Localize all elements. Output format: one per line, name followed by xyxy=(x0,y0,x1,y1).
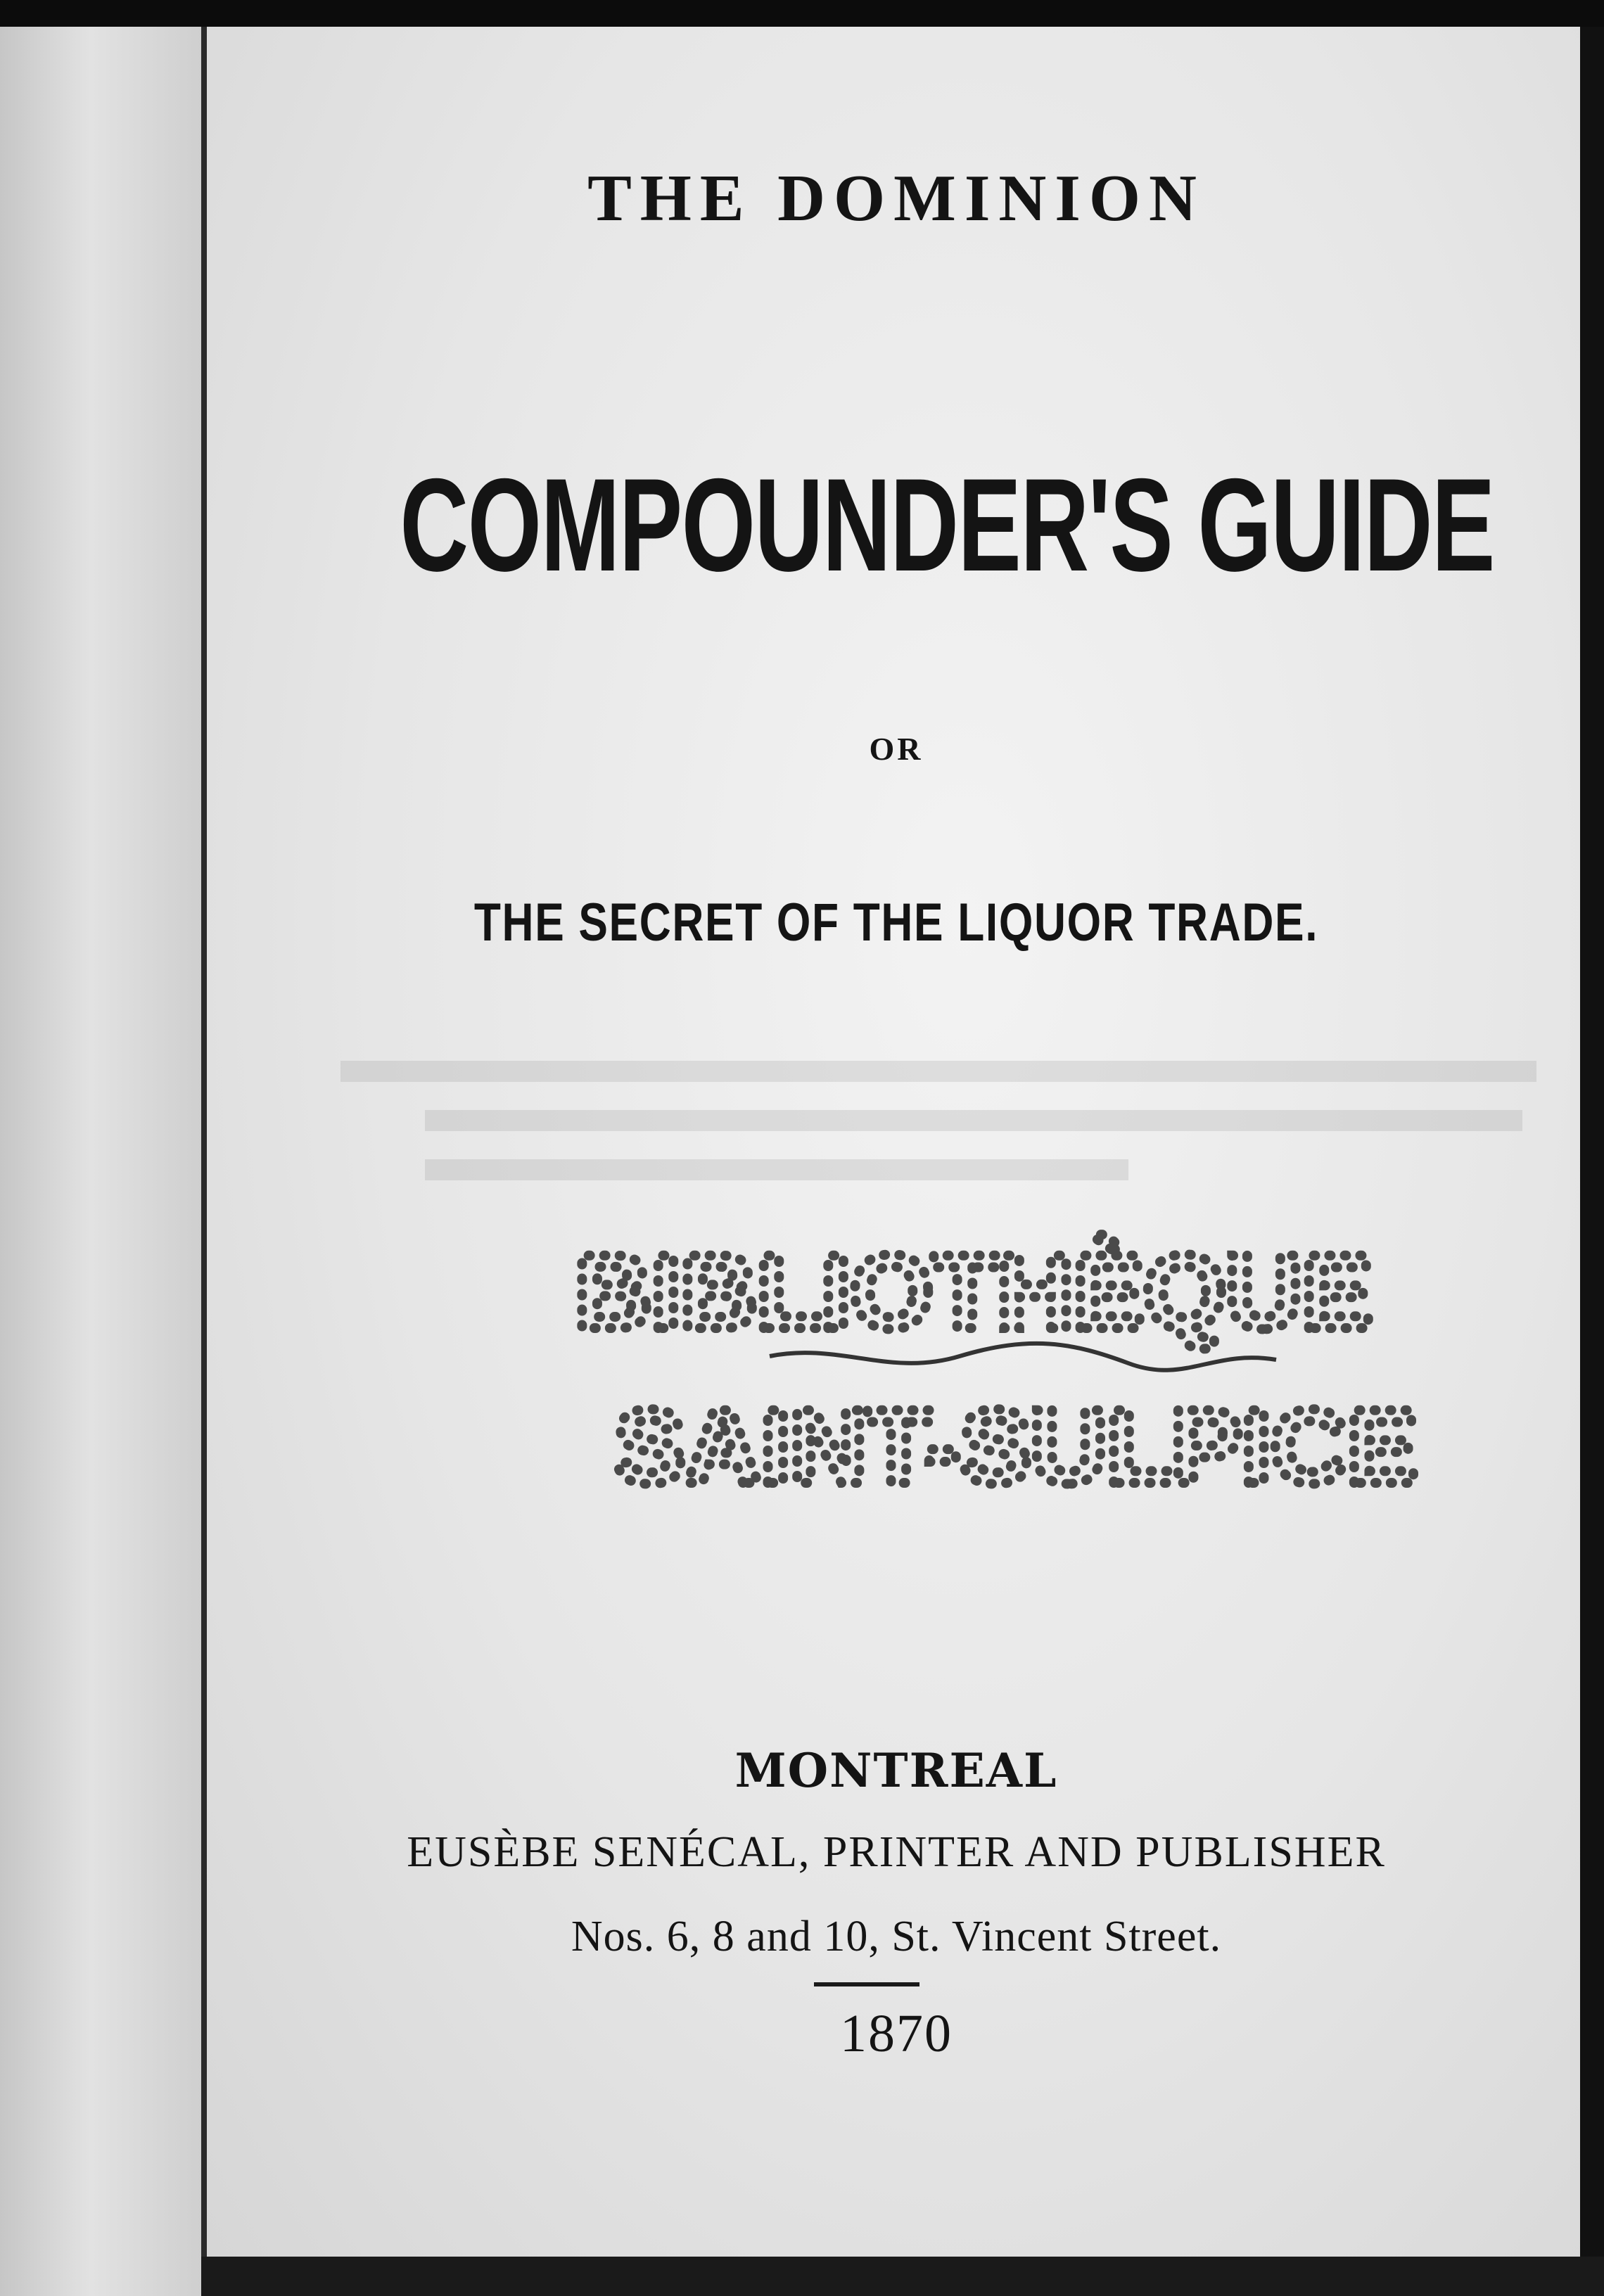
facing-page-edge xyxy=(0,27,201,2296)
scan-bottom-border xyxy=(201,2257,1604,2296)
main-title: COMPOUNDER'S GUIDE xyxy=(400,451,1494,599)
publication-year: 1870 xyxy=(840,2004,953,2063)
imprint-address: Nos. 6, 8 and 10, St. Vincent Street. xyxy=(571,1913,1222,1960)
bleed-through-marks xyxy=(340,1054,1604,1208)
imprint-publisher: EUSÈBE SENÉCAL, PRINTER AND PUBLISHER xyxy=(407,1828,1386,1876)
title-line-1: THE DOMINION xyxy=(587,162,1205,235)
scan-right-border xyxy=(1580,27,1604,2296)
stamp-line-1: BIBLIOTHÈQUE xyxy=(575,1232,1373,1351)
title-page xyxy=(201,27,1586,2257)
scan-background xyxy=(0,27,1604,2296)
subtitle: THE SECRET OF THE LIQUOR TRADE. xyxy=(473,893,1319,952)
imprint-city: MONTREAL xyxy=(734,1743,1058,1798)
stamp-line-2: SAINT-SULPICE xyxy=(614,1387,1418,1505)
title-conjunction: OR xyxy=(869,731,924,767)
imprint-rule xyxy=(814,1982,919,1986)
perforated-stamp xyxy=(453,1223,1579,1574)
